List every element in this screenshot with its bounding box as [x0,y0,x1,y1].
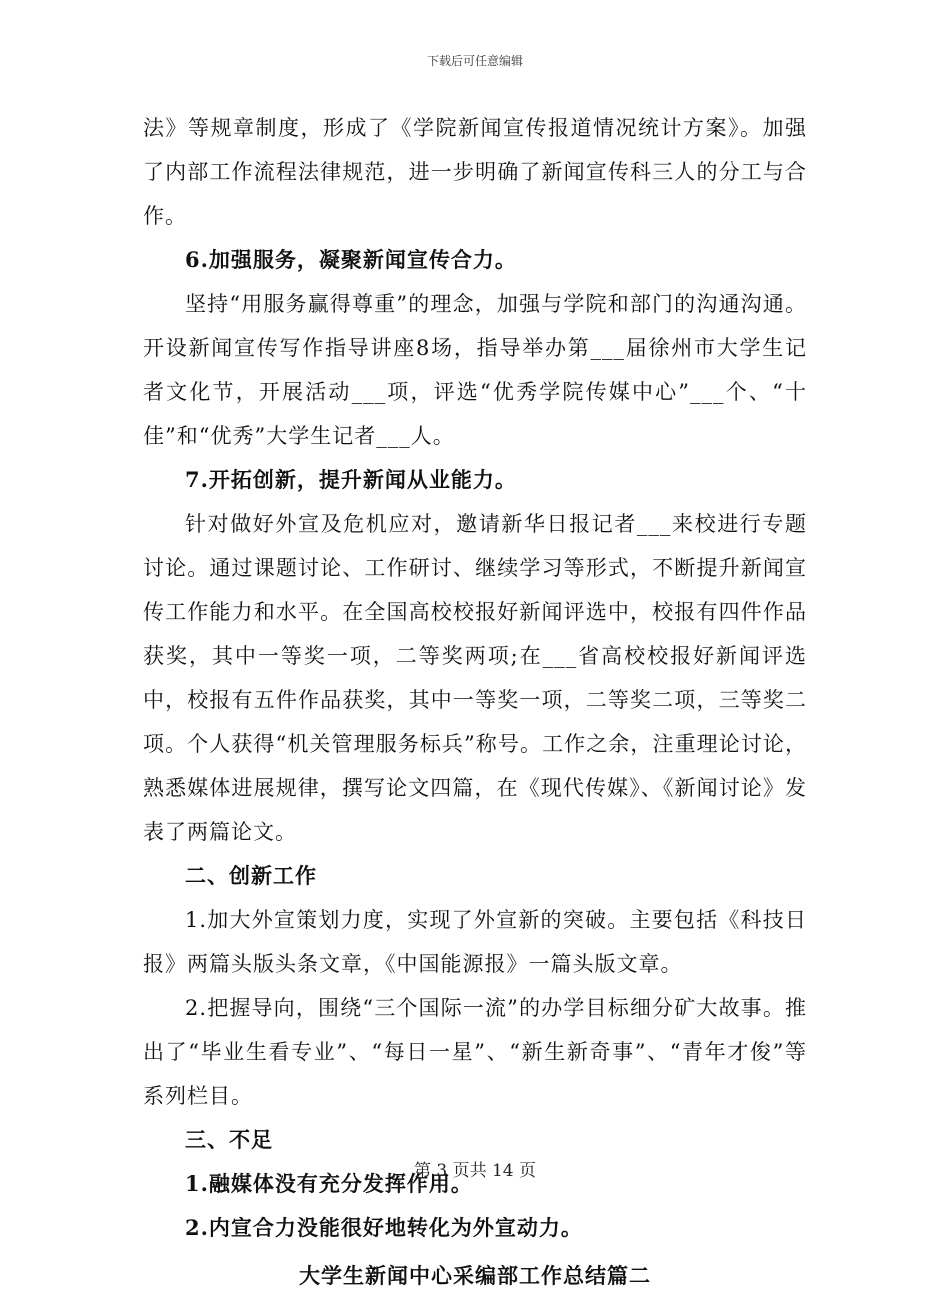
article-title-part-two: 大学生新闻中心采编部工作总结篇二 [299,1263,651,1288]
paragraph-innovation: 针对做好外宣及危机应对，邀请新华日报记者___来校进行专题讨论。通过课题讨论、工作研讨、继续学习等形式，不断提升新闻宣传工作能力和水平。在全国高校校报好新闻评选中，校报有四件作品获奖，其中一等奖一项，二等奖两项;在___省高校校报好新闻评选中，校报有五件作品获奖，其中一等奖一项，二等奖二项，三等奖二项。个人获得“机关管理服务标兵”称号。工作之余，注重理论讨论，熟悉媒体进展规律，撰写论文四篇，在《现代传媒》、《新闻讨论》发表了两篇论文。 [143,512,807,844]
shortcoming-item-2: 2.内宣合力没能很好地转化为外宣动力。 [185,1215,583,1240]
page-footer: 第 3 页共 14 页 [413,1161,537,1181]
document-body [143,106,807,1298]
page-header: 下载后可任意编辑 [426,54,523,68]
shortcoming-item-1: 1.融媒体没有充分发挥作用。 [185,1171,473,1196]
section-heading-shortcomings: 三、不足 [185,1127,273,1152]
paragraph-continuation: 法》等规章制度，形成了《学院新闻宣传报道情况统计方案》。加强了内部工作流程法律规范，进一步明确了新闻宣传科三人的分工与合作。 [143,116,807,228]
paragraph-innovation-2: 2.把握导向，围绕“三个国际一流”的办学目标细分矿大故事。推出了“毕业生看专业”、“每日一星”、“新生新奇事”、“青年才俊”等系列栏目。 [143,996,807,1108]
heading-item-6: 6.加强服务，凝聚新闻宣传合力。 [185,247,517,272]
paragraph-service: 坚持“用服务赢得尊重”的理念，加强与学院和部门的沟通沟通。开设新闻宣传写作指导讲座8场，指导举办第___届徐州市大学生记者文化节，开展活动___项，评选“优秀学院传媒中心”___个、“十佳”和“优秀”大学生记者___人。 [143,292,807,448]
section-heading-innovation-work: 二、创新工作 [185,863,317,888]
paragraph-innovation-1: 1.加大外宣策划力度，实现了外宣新的突破。主要包括《科技日报》两篇头版头条文章，《中国能源报》一篇头版文章。 [143,908,807,976]
heading-item-7: 7.开拓创新，提升新闻从业能力。 [185,467,517,492]
